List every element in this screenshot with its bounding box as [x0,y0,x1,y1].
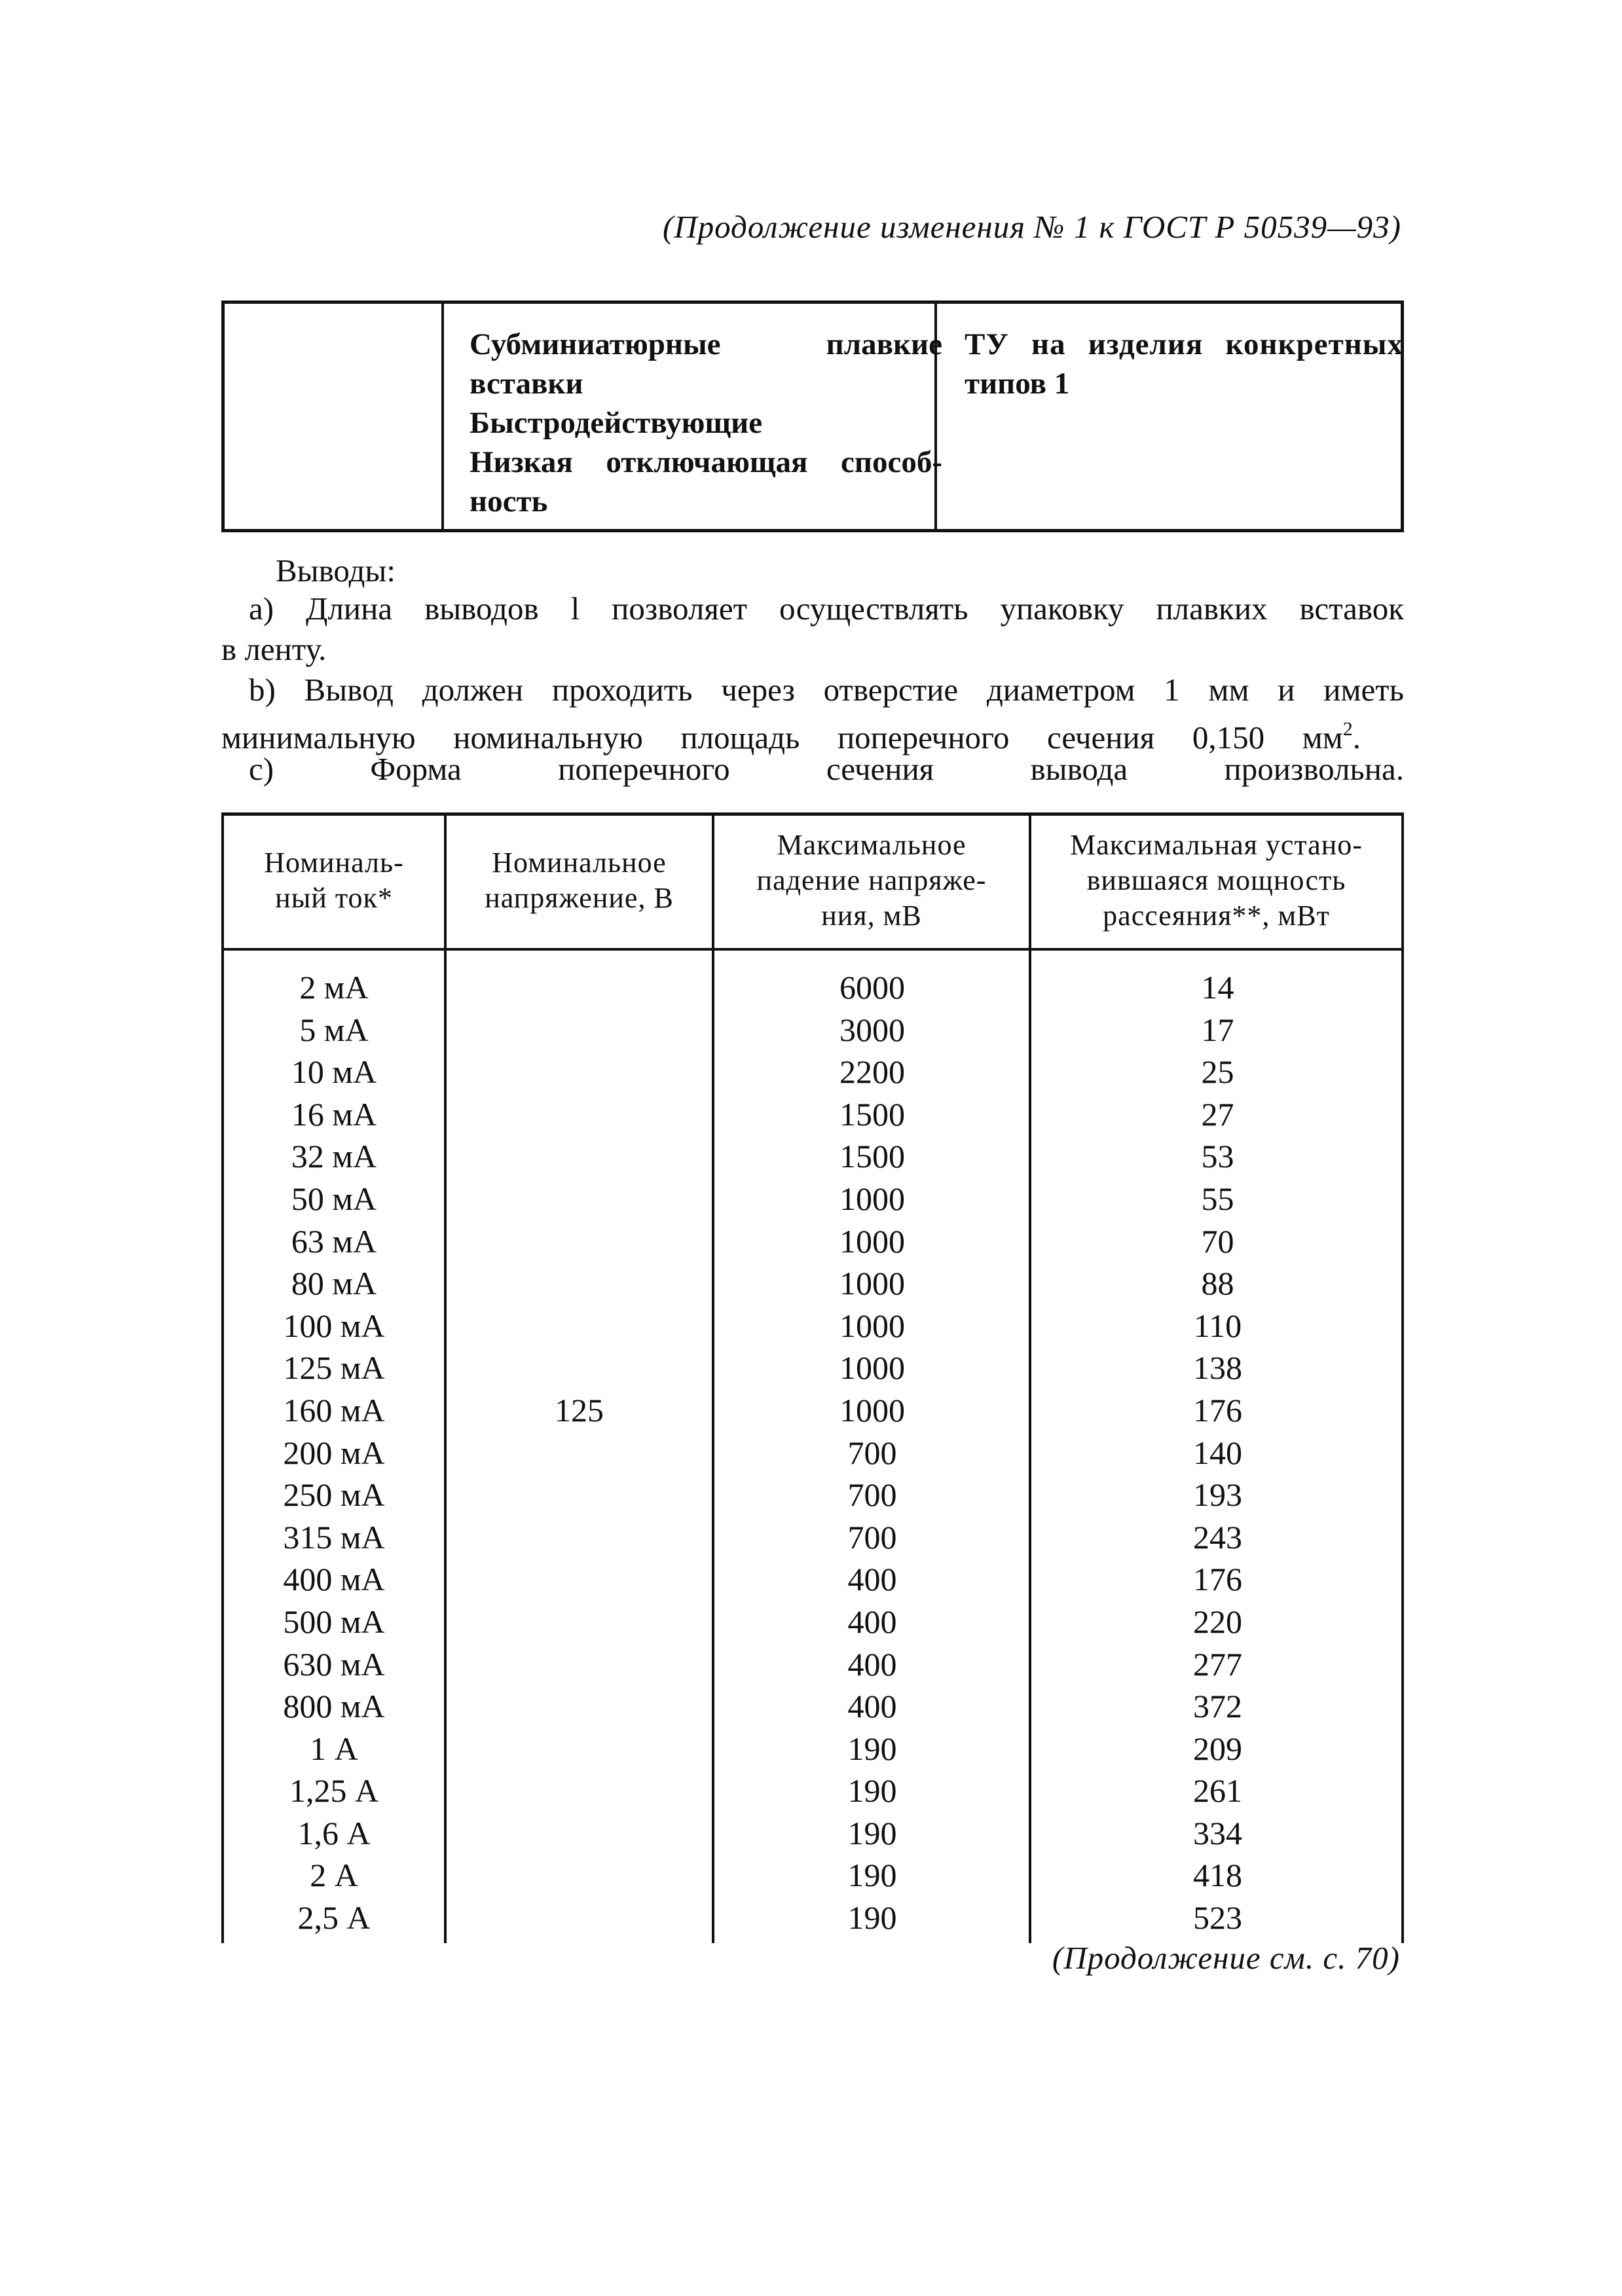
rated-current-cell: 50 мА [291,1180,377,1217]
power-dissipation-cell: 220 [1193,1603,1242,1640]
voltage-drop-cell: 6000 [839,969,905,1006]
rated-current-cell: 160 мА [283,1391,385,1429]
header-text: Максимальная устано- [1070,828,1363,861]
table-row [221,1135,1404,1178]
fuse-type-line: Субминиатюрные плавкие [470,327,942,361]
table-row [221,1389,1404,1432]
header-text: рассеяния**, мВт [1103,899,1330,932]
rated-current-cell: 80 мА [291,1265,377,1302]
fuse-type-cell [470,325,942,521]
rated-current-cell: 2 А [310,1857,358,1894]
voltage-drop-cell: 400 [847,1688,897,1725]
power-dissipation-cell: 53 [1201,1138,1234,1175]
table-row [221,1601,1404,1643]
fuse-type-line: Быстродействующие [470,406,763,440]
voltage-drop-cell: 1000 [839,1222,905,1260]
rated-current-cell: 5 мА [299,1011,369,1048]
rated-current-cell: 16 мА [291,1095,377,1133]
table-row [221,1178,1404,1220]
table-row [221,966,1404,1009]
fuse-type-line: ность [470,484,548,519]
rated-current-cell: 2,5 А [297,1899,371,1937]
item-b-text: b) Вывод должен проходить через отверстие диаметром 1 мм и иметь [249,672,1404,708]
header-text: падение напряже- [756,864,987,896]
table-body [221,966,1404,1939]
header-continuation: (Продолжение изменения № 1 к ГОСТ Р 50539—93) [662,209,1401,245]
rated-current-cell: 1,25 А [289,1772,379,1810]
rated-current-cell: 315 мА [283,1518,385,1556]
rated-voltage-value: 125 [555,1392,604,1429]
power-dissipation-cell: 243 [1193,1518,1242,1556]
power-dissipation-cell: 209 [1193,1730,1242,1767]
power-dissipation-cell: 88 [1201,1265,1234,1302]
table-row [221,1051,1404,1093]
table-row [221,1305,1404,1347]
rated-current-cell: 200 мА [283,1434,385,1471]
power-dissipation-cell: 140 [1193,1434,1242,1471]
table-row [221,1812,1404,1855]
item-a-line [249,589,1404,629]
table-row [221,1347,1404,1389]
table-row [221,1432,1404,1474]
table-divider [441,304,444,529]
item-b-line [249,670,1404,710]
rated-current-cell: 800 мА [283,1688,385,1725]
header-text: напряжение, В [485,881,674,914]
table-row [221,1093,1404,1136]
table-row [221,1685,1404,1728]
header-text: Максимальное [777,828,967,861]
tu-cell [965,325,1403,403]
power-dissipation-cell: 17 [1201,1011,1234,1048]
power-dissipation-cell: 25 [1201,1053,1234,1091]
voltage-drop-cell: 1500 [839,1095,905,1133]
power-dissipation-cell: 27 [1201,1095,1234,1133]
table-row [221,1009,1404,1051]
voltage-drop-cell: 700 [847,1518,897,1556]
power-dissipation-cell: 334 [1193,1814,1242,1851]
header-text: Номиналь- [264,846,404,879]
table-row [221,1262,1404,1305]
power-dissipation-cell: 110 [1193,1307,1242,1344]
voltage-drop-cell: 400 [847,1645,897,1683]
voltage-drop-cell: 190 [847,1730,897,1767]
power-dissipation-cell: 70 [1201,1222,1234,1260]
table-row [221,1220,1404,1263]
power-dissipation-cell: 523 [1193,1899,1242,1937]
superscript: 2 [1342,718,1353,740]
table-row [221,1728,1404,1770]
table-header-border [221,948,1404,951]
header-text: ный ток* [275,881,393,914]
table-row [221,1643,1404,1686]
rated-current-cell: 32 мА [291,1138,377,1175]
voltage-drop-cell: 1000 [839,1307,905,1344]
rated-current-cell: 630 мА [283,1645,385,1683]
tu-line: ТУ на изделия конкретных [965,327,1403,361]
item-c-text: с) Форма поперечного сечения вывода произвольна. [249,751,1404,787]
power-dissipation-cell: 176 [1193,1391,1242,1429]
power-dissipation-cell: 138 [1193,1349,1242,1387]
fuse-data-table [221,812,1404,1943]
header-text: ния, мВ [821,899,922,932]
rated-current-cell: 1 А [310,1730,358,1767]
classification-table [221,301,1404,532]
rated-current-cell: 1,6 А [297,1814,371,1851]
voltage-drop-cell: 2200 [839,1053,905,1091]
power-dissipation-cell: 372 [1193,1688,1242,1725]
header-text: вившаяся мощность [1086,864,1346,896]
item-b-text-main: минимальную номинальную площадь поперечного сечения 0,150 мм [221,720,1343,756]
table-row [221,1854,1404,1897]
rated-current-cell: 2 мА [299,969,369,1006]
item-b-period: . [1352,720,1361,756]
rated-current-cell: 500 мА [283,1603,385,1640]
power-dissipation-cell: 176 [1193,1561,1242,1598]
fuse-type-line: вставки [470,367,583,401]
voltage-drop-cell: 700 [847,1434,897,1471]
tu-line: типов 1 [965,367,1070,401]
power-dissipation-cell: 55 [1201,1180,1234,1217]
header-voltage-drop [714,812,1029,948]
voltage-drop-cell: 190 [847,1857,897,1894]
fuse-type-line: Низкая отключающая способ- [470,445,942,479]
voltage-drop-cell: 190 [847,1772,897,1810]
header-rated-voltage [447,812,712,948]
table-row [221,1897,1404,1939]
header-text: Номинальное [492,846,667,879]
voltage-drop-cell: 190 [847,1814,897,1851]
rated-current-cell: 100 мА [283,1307,385,1344]
header-power-dissipation [1031,812,1401,948]
table-row [221,1558,1404,1601]
voltage-drop-cell: 400 [847,1603,897,1640]
power-dissipation-cell: 418 [1193,1857,1242,1894]
footer-continuation: (Продолжение см. с. 70) [1052,1940,1400,1976]
rated-current-cell: 400 мА [283,1561,385,1598]
header-rated-current [224,812,444,948]
voltage-drop-cell: 3000 [839,1011,905,1048]
voltage-drop-cell: 1000 [839,1391,905,1429]
power-dissipation-cell: 277 [1193,1645,1242,1683]
rated-current-cell: 125 мА [283,1349,385,1387]
voltage-drop-cell: 1500 [839,1138,905,1175]
leads-title: Выводы: [276,553,396,589]
item-a-line-2: в ленту. [221,631,327,667]
voltage-drop-cell: 1000 [839,1349,905,1387]
table-row [221,1474,1404,1516]
item-c-line [249,750,1404,789]
power-dissipation-cell: 261 [1193,1772,1242,1810]
rated-current-cell: 63 мА [291,1222,377,1260]
voltage-drop-cell: 1000 [839,1265,905,1302]
voltage-drop-cell: 190 [847,1899,897,1937]
rated-current-cell: 250 мА [283,1476,385,1514]
voltage-drop-cell: 400 [847,1561,897,1598]
item-a-text: а) Длина выводов l позволяет осуществлять упаковку плавких вставок [249,591,1404,627]
voltage-drop-cell: 1000 [839,1180,905,1217]
voltage-drop-cell: 700 [847,1476,897,1514]
rated-current-cell: 10 мА [291,1053,377,1091]
power-dissipation-cell: 193 [1193,1476,1242,1514]
table-row [221,1516,1404,1559]
power-dissipation-cell: 14 [1201,969,1234,1006]
table-row [221,1770,1404,1812]
